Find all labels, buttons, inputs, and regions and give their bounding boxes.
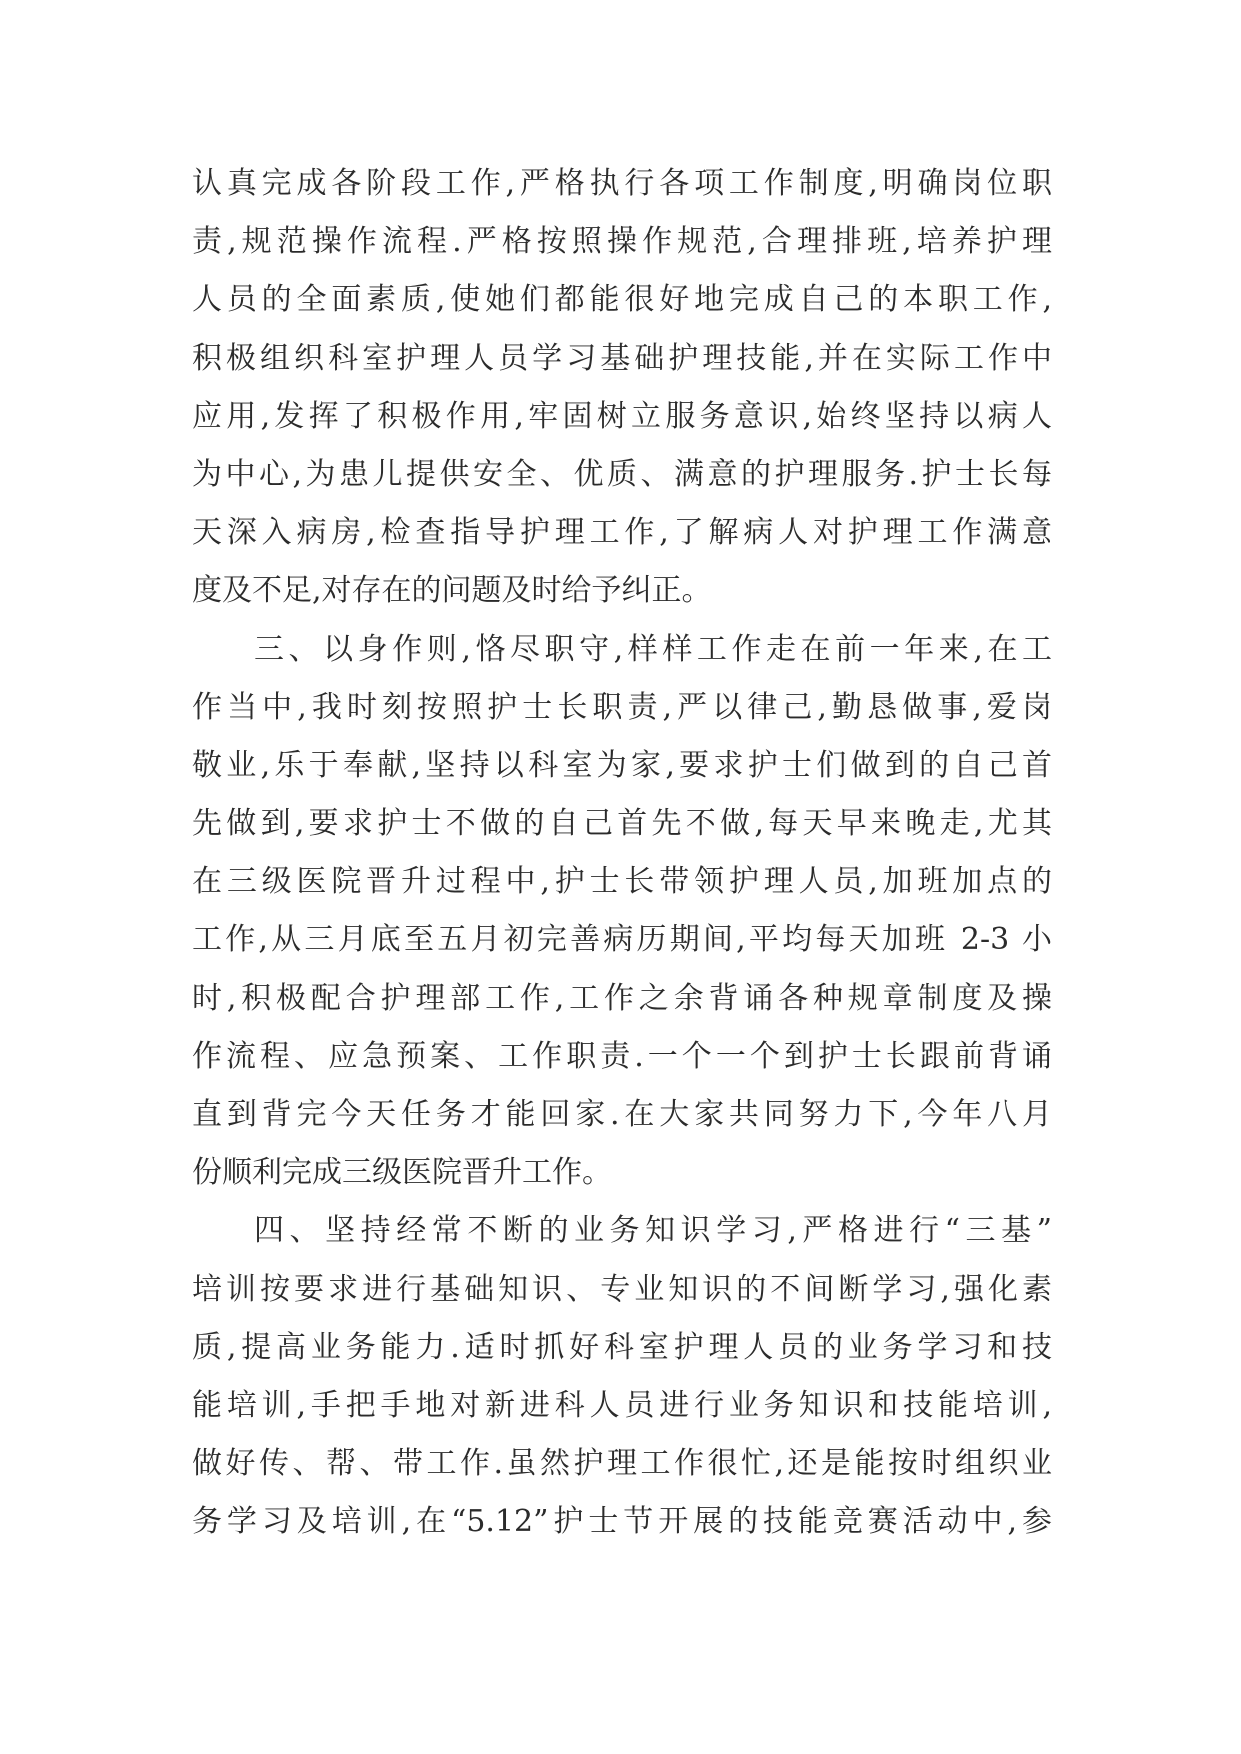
text-line: 做好传、帮、带工作.虽然护理工作很忙,还是能按时组织业: [192, 1446, 1052, 1482]
section-heading-line: 四、坚持经常不断的业务知识学习,严格进行“三基”: [254, 1213, 1052, 1249]
text-line: 能培训,手把手地对新进科人员进行业务知识和技能培训,: [192, 1387, 1052, 1423]
text-line: 在三级医院晋升过程中,护士长带领护理人员,加班加点的: [192, 864, 1052, 900]
text-line: 积极组织科室护理人员学习基础护理技能,并在实际工作中: [192, 340, 1052, 376]
text-line: 份顺利完成三级医院晋升工作。: [192, 1155, 612, 1191]
text-line: 认真完成各阶段工作,严格执行各项工作制度,明确岗位职: [192, 166, 1052, 201]
text-line: 工作,从三月底至五月初完善病历期间,平均每天加班 2-3 小: [192, 922, 1052, 958]
text-line: 作流程、应急预案、工作职责.一个一个到护士长跟前背诵: [192, 1038, 1052, 1074]
text-line: 时,积极配合护理部工作,工作之余背诵各种规章制度及操: [192, 980, 1052, 1016]
text-line: 先做到,要求护士不做的自己首先不做,每天早来晚走,尤其: [192, 806, 1052, 842]
section-heading-line: 三、以身作则,恪尽职守,样样工作走在前一年来,在工: [254, 631, 1052, 667]
text-line: 直到背完今天任务才能回家.在大家共同努力下,今年八月: [192, 1097, 1052, 1132]
text-line: 培训按要求进行基础知识、专业知识的不间断学习,强化素: [192, 1271, 1052, 1307]
text-line: 人员的全面素质,使她们都能很好地完成自己的本职工作,: [192, 282, 1052, 318]
text-line: 度及不足,对存在的问题及时给予纠正。: [192, 573, 712, 609]
body-text: [192, 155, 1052, 1552]
text-line: 质,提高业务能力.适时抓好科室护理人员的业务学习和技: [192, 1329, 1052, 1365]
text-line: 天深入病房,检查指导护理工作,了解病人对护理工作满意: [192, 515, 1052, 551]
text-line: 责,规范操作流程.严格按照操作规范,合理排班,培养护理: [192, 224, 1052, 260]
text-line: 务学习及培训,在“5.12”护士节开展的技能竞赛活动中,参: [192, 1504, 1052, 1540]
text-line: 作当中,我时刻按照护士长职责,严以律己,勤恳做事,爱岗: [192, 689, 1052, 725]
text-line: 为中心,为患儿提供安全、优质、满意的护理服务.护士长每: [192, 456, 1052, 492]
text-line: 应用,发挥了积极作用,牢固树立服务意识,始终坚持以病人: [192, 398, 1052, 434]
text-line: 敬业,乐于奉献,坚持以科室为家,要求护士们做到的自己首: [192, 747, 1052, 783]
